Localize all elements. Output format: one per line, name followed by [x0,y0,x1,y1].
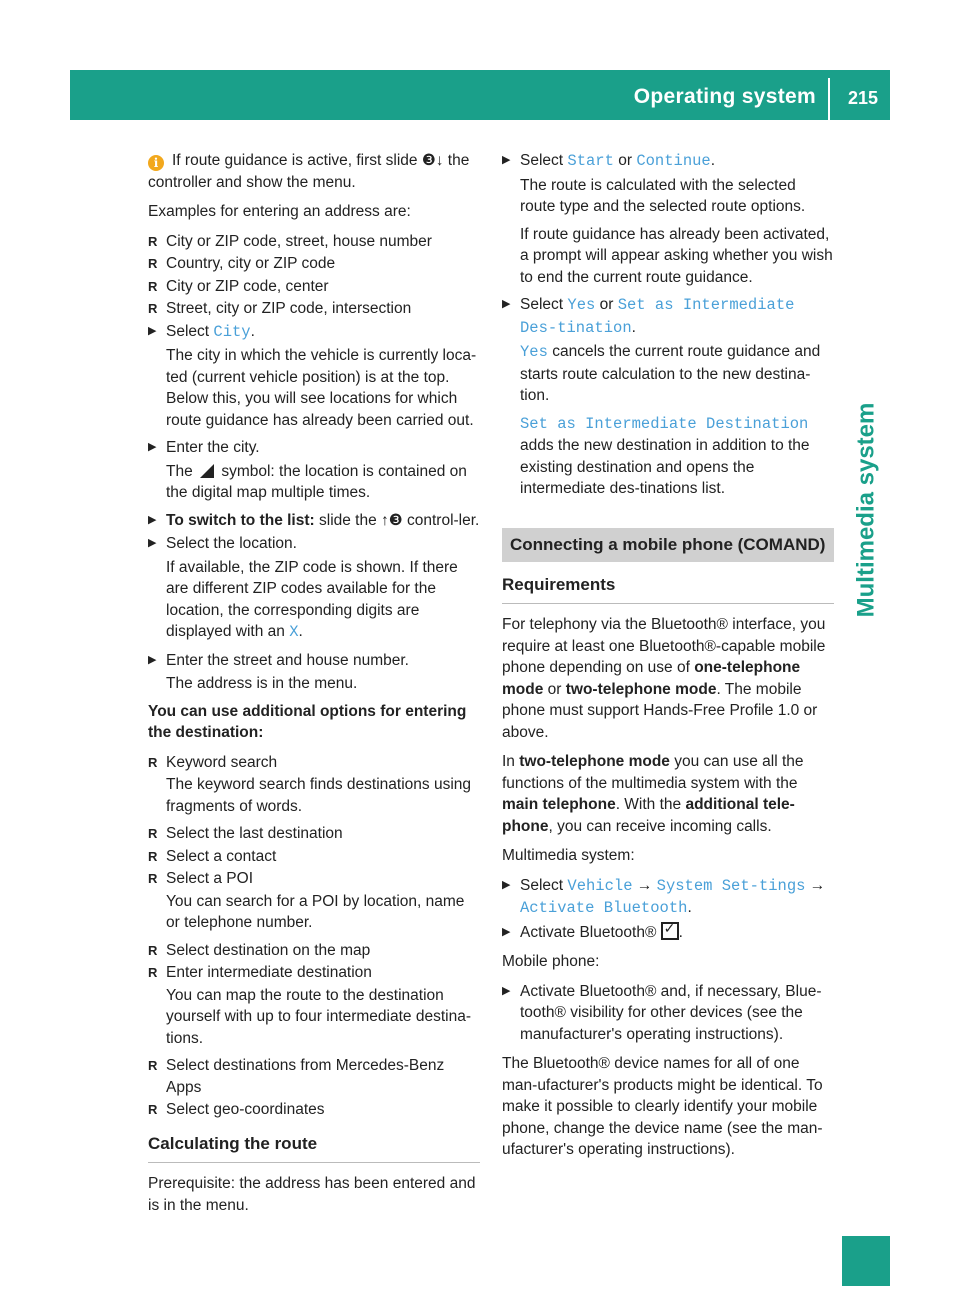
list-item: R Country, city or ZIP code [148,253,480,275]
step-activate-bluetooth-menu [502,875,834,920]
info-icon: i [148,155,164,171]
mobile-phone-label: Mobile phone: [502,953,600,970]
list-item: R Keyword search [148,752,480,774]
menu-item-city: City [213,322,251,341]
paragraph-text: or [543,680,566,698]
list-item: R Enter intermediate destination [148,962,480,984]
page-header [70,70,890,120]
paragraph-bold: one-telephone mode [502,659,801,698]
menu-item-activate-bluetooth: Activate Bluetooth [520,899,688,917]
paragraph-bold: two-telephone mode [565,680,717,698]
step-detail [148,557,480,644]
two-telephone-paragraph [502,751,834,837]
subheading-requirements: Requirements [502,574,834,605]
step-enter-city: ▶ Enter the city. [148,437,480,459]
step-text: Select [166,322,214,340]
step-phone-bluetooth: ▶ Activate Bluetooth® and, if necessary, Blue-tooth® visibility for other devices (see the manufacturer's operating instructions). [502,981,834,1046]
menu-item-set-intermediate: Set as Intermediate Des-tination [520,296,795,337]
list-item: R City or ZIP code, street, house number [148,231,480,253]
list-item-detail: You can search for a POI by location, name or telephone number. [166,892,465,931]
requirements-paragraph [502,614,834,743]
step-text: Select [520,296,568,313]
step-text: or [595,296,618,313]
list-item-detail: You can map the route to the destination yourself with up to four intermediate destina-tions. [166,986,471,1047]
paragraph-text: , you can receive incoming calls. [548,817,772,835]
menu-item-x: X [289,623,299,641]
step-detail [502,413,834,500]
step-switch-list [148,510,480,532]
step-select-yes [502,294,834,339]
step-enter-street: ▶ Enter the street and house number. [148,650,480,672]
detail-text: adds the new destination in addition to the existing destination and opens the intermediate des-tinations list. [520,437,810,497]
step-text: . [687,899,692,916]
detail-text: If available, the ZIP code is shown. If there are different ZIP codes available for the location, the corresponding digits are displayed with an [166,558,458,640]
step-select-location: ▶ Select the location. [148,533,480,555]
triangle-symbol-icon [200,464,214,478]
detail-text: cancels the current route guidance and starts route calculation to the new destina-tion. [520,343,821,404]
paragraph-text: . The mobile phone must support Hands-Free Profile 1.0 or above. [502,680,818,741]
arrow-icon: → [805,876,826,894]
side-tab [842,360,890,660]
right-column [502,150,834,1169]
section-heading-connecting: Connecting a mobile phone (COMAND) [502,528,834,562]
step-detail [148,461,480,504]
detail-text: symbol: the location is contained on the digital map multiple times. [166,462,467,501]
step-text: Select [520,152,568,169]
step-detail: The city in which the vehicle is currently loca-ted (current vehicle position) is at the top. Below this, you will see locations for which route guidance has already been carried out. [166,347,477,429]
step-text: Select [520,876,568,894]
step-text: . [710,152,716,169]
list-item: R City or ZIP code, center [148,276,480,298]
step-text: or [613,152,637,169]
options-heading: You can use additional options for entering the destination: [148,702,467,741]
menu-item-start: Start [567,152,614,170]
step-detail: The address is in the menu. [166,675,358,692]
detail-text: . [298,623,303,640]
side-marker [842,1236,890,1286]
detail-text: The [166,462,198,480]
list-item: R Select geo-coordinates [148,1099,480,1121]
step-activate-bluetooth [502,922,834,944]
step-text: Activate Bluetooth® [520,923,661,941]
menu-item-yes: Yes [567,296,596,314]
paragraph-text: you can use all the functions of the multimedia system with the [502,753,804,792]
paragraph-text: In [502,753,520,770]
step-detail: If route guidance has already been activated, a prompt will appear asking whether you wish to end the current route guidance. [520,225,833,286]
info-note [148,150,480,193]
step-detail: The route is calculated with the selected route type and the selected route options. [520,176,806,215]
menu-item-vehicle: Vehicle [567,876,633,895]
step-text: . [250,322,255,340]
list-item-detail: The keyword search finds destinations using fragments of words. [166,776,471,815]
step-text: slide the ↑❸ control-ler. [314,511,480,529]
step-detail [502,341,834,407]
checkbox-checked-icon [661,922,679,940]
menu-item-set-intermediate: Set as Intermediate Destination [520,414,809,433]
paragraph-bold: two-telephone mode [519,753,670,770]
menu-item-system-settings: System Set-tings [656,876,806,895]
step-select-start [502,150,834,173]
final-paragraph: The Bluetooth® device names for all of one man-ufacturer's products might be identical. To make it possible to clearly identify your mobile phone, change the device name (see the man-ufacturer's operating instructions). [502,1055,823,1158]
calc-text: Prerequisite: the address has been entered and is in the menu. [148,1175,476,1214]
page-number: 215 [847,88,878,108]
list-item: R Street, city or ZIP code, intersection [148,298,480,320]
examples-intro: Examples for entering an address are: [148,203,411,220]
info-text: If route guidance is active, first slide ❸↓ the controller and show the menu. [148,152,470,191]
list-item: R Select destination on the map [148,940,480,962]
step-select-city [148,321,480,344]
paragraph-text: For telephony via the Bluetooth® interface, you require at least one Bluetooth®-capable mobile phone depending on use of [502,616,826,676]
section-heading-calculating: Calculating the route [148,1133,480,1164]
step-text: . [678,923,683,941]
list-item: R Select the last destination [148,823,480,845]
list-item: R Select a POI [148,868,480,890]
arrow-icon: → [632,876,657,894]
paragraph-bold: additional tele-phone [502,796,795,835]
paragraph-bold: main telephone [502,796,616,813]
paragraph-text: . With the [615,796,686,813]
menu-item-continue: Continue [636,152,711,170]
step-text: . [631,318,636,336]
step-bold: To switch to the list: [166,511,315,529]
page-title: Operating system [633,85,816,108]
side-tab-label: Multimedia system [852,402,880,618]
left-column [148,150,480,1224]
menu-item-yes: Yes [520,343,548,361]
multimedia-label: Multimedia system: [502,847,635,864]
header-divider [828,78,830,120]
list-item: R Select a contact [148,846,480,868]
list-item: R Select destinations from Mercedes-Benz Apps [148,1055,480,1098]
